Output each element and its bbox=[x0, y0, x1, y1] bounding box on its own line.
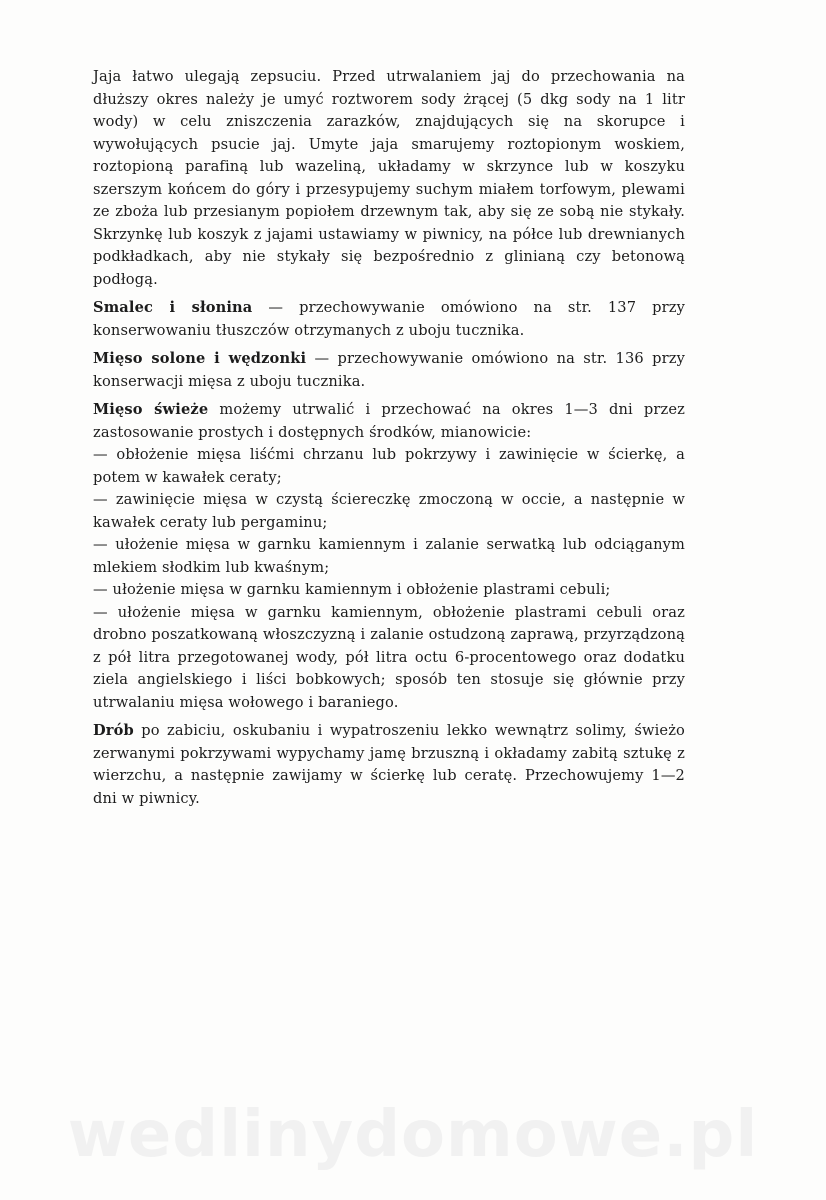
list-item: — ułożenie mięsa w garnku kamiennym i zalanie serwatką lub odciąganym mlekiem słodkim lub kwaśnym; bbox=[93, 536, 685, 576]
paragraph-salted-meat-text: — przechowywanie omówiono na str. 136 przy konserwacji mięsa z uboju tucznika. bbox=[93, 350, 685, 390]
paragraph-lard bbox=[93, 297, 685, 342]
paragraph-fresh-meat-text: możemy utrwalić i przechować na okres 1—3 dni przez zastosowanie prostych i dostępnych środków, mianowicie: bbox=[93, 401, 685, 441]
paragraph-lard-lead: Smalec i słonina bbox=[93, 299, 253, 316]
body-text bbox=[93, 66, 685, 816]
list-item: — ułożenie mięsa w garnku kamiennym i obłożenie plastrami cebuli; bbox=[93, 581, 611, 598]
list-item: — obłożenie mięsa liśćmi chrzanu lub pokrzywy i zawinięcie w ścierkę, a potem w kawałek ceraty; bbox=[93, 446, 685, 486]
paragraph-poultry-lead: Drób bbox=[93, 722, 134, 739]
paragraph-salted-meat-lead: Mięso solone i wędzonki bbox=[93, 350, 307, 367]
list-item: — zawinięcie mięsa w czystą ściereczkę zmoczoną w occie, a następnie w kawałek ceraty lub pergaminu; bbox=[93, 491, 685, 531]
paragraph-fresh-meat bbox=[93, 399, 685, 444]
paragraph-poultry bbox=[93, 720, 685, 810]
paragraph-eggs bbox=[93, 66, 685, 291]
paragraph-fresh-meat-lead: Mięso świeże bbox=[93, 401, 209, 418]
list-item: — ułożenie mięsa w garnku kamiennym, obłożenie plastrami cebuli oraz drobno poszatkowaną włoszczyzną i zalanie ostudzoną zaprawą, przyrządzoną z pół litra przegotowanej wody, pół litra octu 6-procentowego oraz dodatku ziela angielskiego i liści bobkowych; sposób ten stosuje się głównie przy utrwalaniu mięsa wołowego i baraniego. bbox=[93, 603, 685, 711]
paragraph-poultry-text: po zabiciu, oskubaniu i wypatroszeniu lekko wewnątrz solimy, świeżo zerwanymi pokrzywami wypychamy jamę brzuszną i okładamy zabitą sztukę z wierzchu, a następnie zawijamy w ścierkę lub ceratę. Przechowujemy 1—2 dni w piwnicy. bbox=[93, 722, 685, 807]
watermark: wedlinydomowe.pl bbox=[67, 1098, 759, 1172]
paragraph-salted-meat bbox=[93, 348, 685, 393]
paragraph-eggs-text: Jaja łatwo ulegają zepsuciu. Przed utrwalaniem jaj do przechowania na dłuższy okres należy je umyć roztworem sody żrącej (5 dkg sody na 1 litr wody) w celu zniszczenia zarazków, znajdujących się na skorupce i wywołujących psucie jaj. Umyte jaja smarujemy roztopionym woskiem, roztopioną parafiną lub wazeliną, układamy w skrzynce lub w koszyku szerszym końcem do góry i przesypujemy suchym miałem torfowym, plewami ze zboża lub przesianym popiołem drzewnym tak, aby się ze sobą nie stykały. Skrzynkę lub koszyk z jajami ustawiamy w piwnicy, na półce lub drewnianych podkładkach, aby nie stykały się bezpośrednio z glinianą czy betonową podłogą. bbox=[93, 68, 685, 288]
paragraph-lard-text: — przechowywanie omówiono na str. 137 przy konserwowaniu tłuszczów otrzymanych z uboju tucznika. bbox=[93, 299, 685, 339]
